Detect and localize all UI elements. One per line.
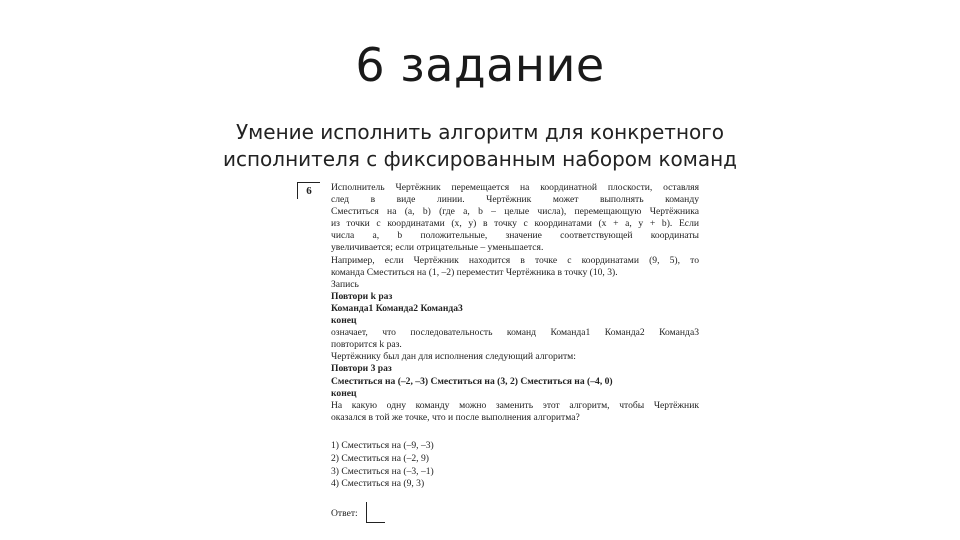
task-scan [291, 180, 711, 530]
task-line: конец [331, 315, 357, 327]
task-line: Повтори 3 раз [331, 363, 392, 375]
answer-option-1: 1) Сместиться на (–9, –3) [331, 440, 434, 451]
task-line: Повтори k раз [331, 290, 393, 302]
task-line: Запись [331, 278, 359, 290]
task-line: конец [331, 387, 357, 399]
task-line: На какую одну команду можно заменить этот алгоритм, чтобы Чертёжник [331, 399, 699, 411]
task-line: повторится k раз. [331, 339, 402, 351]
task-line: команда Сместиться на (1, –2) переместит Чертёжника в точку (10, 3). [331, 266, 618, 278]
task-line: Сместиться на (a, b) (где a, b – целые числа), перемещающую Чертёжника [331, 206, 699, 218]
slide-title: 6 задание [355, 38, 605, 92]
answer-options [331, 440, 434, 491]
task-line: Команда1 Команда2 Команда3 [331, 302, 463, 314]
answer-label: Ответ: [331, 508, 358, 519]
subtitle-line-1: Умение исполнить алгоритм для конкретного [235, 120, 725, 144]
answer-box [366, 502, 385, 523]
subtitle-line-2: исполнителя с фиксированным набором команд [222, 147, 738, 171]
answer-option-2: 2) Сместиться на (–2, 9) [331, 452, 429, 464]
slide-subtitle [0, 119, 960, 173]
task-text [331, 182, 699, 424]
task-line: означает, что последовательность команд Команда1 Команда2 Команда3 [331, 327, 699, 339]
task-line: числа a, b положительные, значение соответствующей координаты [331, 230, 699, 242]
task-line: оказался в той же точке, что и после выполнения алгоритма? [331, 411, 580, 423]
task-line: из точки с координатами (x, y) в точку с координатами (x + a, y + b). Если [331, 218, 699, 230]
task-line: увеличивается; если отрицательные – уменьшается. [331, 242, 544, 254]
task-line: Чертёжнику был дан для исполнения следующий алгоритм: [331, 351, 576, 363]
task-line: след в виде линии. Чертёжник может выполнять команду [331, 194, 699, 206]
task-line: Например, если Чертёжник находится в точке с координатами (9, 5), то [331, 254, 699, 266]
task-line: Сместиться на (–2, –3) Сместиться на (3, 2) Сместиться на (–4, 0) [331, 375, 613, 387]
task-line: Исполнитель Чертёжник перемещается на координатной плоскости, оставляя [331, 182, 699, 193]
answer-option-4: 4) Сместиться на (9, 3) [331, 478, 425, 490]
task-number: 6 [297, 182, 320, 199]
answer-option-3: 3) Сместиться на (–3, –1) [331, 465, 434, 477]
